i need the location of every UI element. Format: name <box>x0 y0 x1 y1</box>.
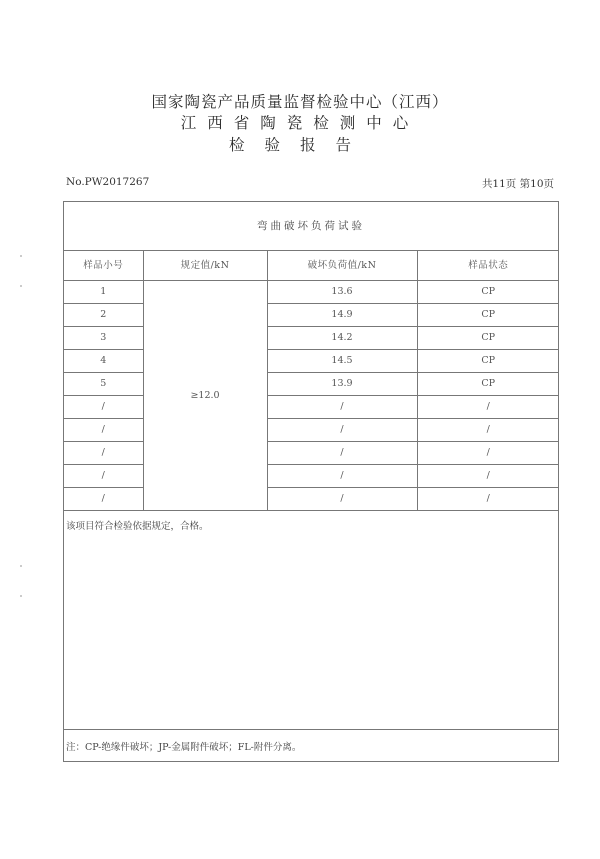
load-value: 14.2 <box>267 327 417 350</box>
sample-status: CP <box>417 281 559 304</box>
column-header: 规定值/kN <box>143 251 267 281</box>
sample-status: CP <box>417 350 559 373</box>
header-line-1: 国家陶瓷产品质量监督检验中心（江西） <box>151 93 449 111</box>
sample-status: / <box>417 465 559 488</box>
load-value: 13.6 <box>267 281 417 304</box>
table-row <box>64 327 559 350</box>
page-info: 共11页 第10页 <box>481 178 554 190</box>
footnote-text: 注：CP-绝缘件破坏；JP-金属附件破坏；FL-附件分离。 <box>66 742 302 753</box>
sample-status: / <box>417 419 559 442</box>
report-frame <box>63 201 559 762</box>
sample-status: / <box>417 396 559 419</box>
sample-no: 5 <box>64 373 143 396</box>
table-row <box>64 304 559 327</box>
load-value: / <box>267 442 417 465</box>
load-value: / <box>267 396 417 419</box>
table-row <box>64 488 559 511</box>
load-value: 13.9 <box>267 373 417 396</box>
sample-status: / <box>417 442 559 465</box>
column-header: 样品状态 <box>417 251 559 281</box>
sample-status: CP <box>417 373 559 396</box>
table-row <box>64 373 559 396</box>
scan-mark <box>20 565 22 567</box>
sample-no: 4 <box>64 350 143 373</box>
sample-no: / <box>64 442 143 465</box>
sample-status: / <box>417 488 559 511</box>
table-row <box>64 350 559 373</box>
scan-mark <box>20 285 22 287</box>
sample-no: / <box>64 419 143 442</box>
sample-status: CP <box>417 327 559 350</box>
scan-mark <box>20 255 22 257</box>
header-line-3: 检验报告 <box>228 136 371 154</box>
sample-no: 1 <box>64 281 143 304</box>
sample-no: / <box>64 465 143 488</box>
sample-status: CP <box>417 304 559 327</box>
sample-no: 2 <box>64 304 143 327</box>
column-header: 破坏负荷值/kN <box>267 251 417 281</box>
conclusion-text: 该项目符合检验依据规定，合格。 <box>66 521 209 532</box>
sample-no: 3 <box>64 327 143 350</box>
load-value: 14.9 <box>267 304 417 327</box>
header-line-2: 江西省陶瓷检测中心 <box>180 114 420 132</box>
load-value: / <box>267 488 417 511</box>
load-value: / <box>267 465 417 488</box>
sample-no: / <box>64 396 143 419</box>
table-row <box>64 281 559 304</box>
scan-mark <box>20 595 22 597</box>
table-header-row <box>64 251 559 281</box>
load-value: 14.5 <box>267 350 417 373</box>
table-row <box>64 465 559 488</box>
report-header <box>0 92 600 156</box>
results-table <box>64 250 559 511</box>
table-row <box>64 442 559 465</box>
table-row <box>64 396 559 419</box>
load-value: / <box>267 419 417 442</box>
spec-value: ≥12.0 <box>143 281 267 511</box>
column-header: 样品小号 <box>64 251 143 281</box>
sample-no: / <box>64 488 143 511</box>
report-number: No.PW2017267 <box>66 176 150 188</box>
table-row <box>64 419 559 442</box>
note-divider <box>64 729 558 730</box>
section-title: 弯曲破坏负荷试验 <box>257 220 365 232</box>
